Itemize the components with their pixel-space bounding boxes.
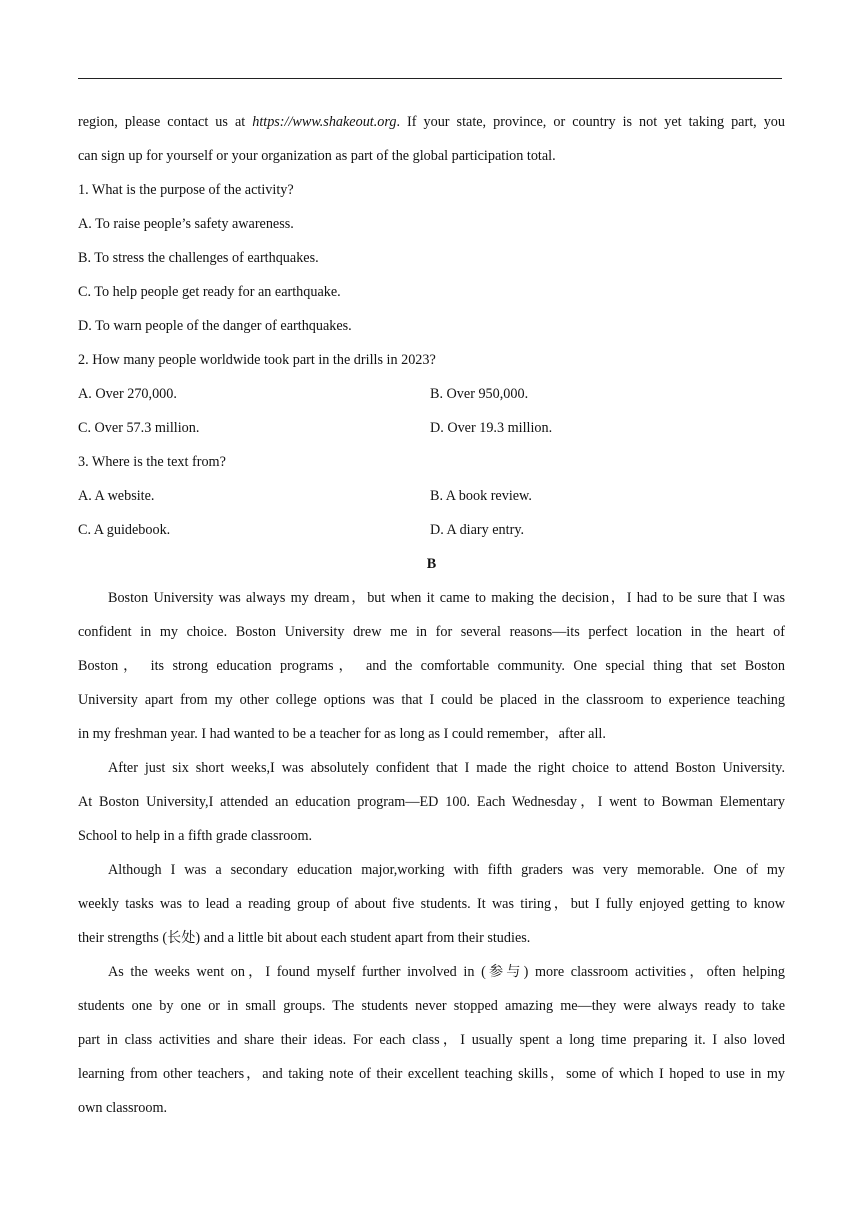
passage-a-text: . If your state, province, or country is not yet taking part, you [396,114,785,130]
paragraph-line: confident in my choice. Boston University drew me in for several reasons—its perfect location in the heart of [78,624,785,640]
section-b-heading: B [426,556,437,572]
section-b-paragraph-4 [78,955,785,1125]
question-2-option-b: B. Over 950,000. [430,386,529,402]
paragraph-line: weekly tasks was to lead a reading group of about five students. It was tiring，but I fully enjoyed getting to know [78,896,785,912]
paragraph-line: As the weeks went on，I found myself further involved in (参与) more classroom activities，often helping [108,964,785,980]
paragraph-line: Although I was a secondary education major,working with fifth graders was very memorable. One of my [108,862,785,878]
question-1-option-c: C. To help people get ready for an earthquake. [78,284,341,300]
section-b-paragraph-3 [78,853,785,955]
passage-a-line-2: can sign up for yourself or your organization as part of the global participation total. [78,148,556,164]
question-3-option-b: B. A book review. [430,488,532,504]
question-2-option-a: A. Over 270,000. [78,386,177,402]
paragraph-line: After just six short weeks,I was absolutely confident that I made the right choice to attend Boston University. [108,760,785,776]
paragraph-line: own classroom. [78,1100,168,1116]
question-3-options-row-2 [78,513,785,547]
question-1-option-b: B. To stress the challenges of earthquakes. [78,250,319,266]
question-2-options-row-1 [78,377,785,411]
question-3-option-a: A. A website. [78,488,155,504]
paragraph-line: University apart from my other college options was that I could be placed in the classroom to experience teaching [78,692,785,708]
question-1-option-a: A. To raise people’s safety awareness. [78,216,294,232]
passage-a-line-1 [78,105,785,139]
shakeout-url: https://www.shakeout.org [252,114,397,130]
document-body [78,105,785,1125]
paragraph-line: Boston University was always my dream，but when it came to making the decision，I had to be sure that I was [108,590,785,606]
paragraph-line: learning from other teachers，and taking note of their excellent teaching skills，some of which I hoped to use in my [78,1066,785,1082]
question-3-option-c: C. A guidebook. [78,522,171,538]
section-b-paragraph-1 [78,581,785,751]
question-2-options-row-2 [78,411,785,445]
passage-a-text: region, please contact us at [78,114,253,130]
paragraph-line: their strengths (长处) and a little bit about each student apart from their studies. [78,930,531,946]
question-2-option-d: D. Over 19.3 million. [430,420,553,436]
question-3-options-row-1 [78,479,785,513]
question-1-option-d: D. To warn people of the danger of earthquakes. [78,318,352,334]
paragraph-line: At Boston University,I attended an education program—ED 100. Each Wednesday，I went to Bowman Elementary [78,794,785,810]
question-3-option-d: D. A diary entry. [430,522,525,538]
question-3-stem: 3. Where is the text from? [78,454,226,470]
question-2-stem: 2. How many people worldwide took part in the drills in 2023? [78,352,436,368]
question-2-option-c: C. Over 57.3 million. [78,420,200,436]
header-rule [78,78,782,79]
paragraph-line: School to help in a fifth grade classroom. [78,828,313,844]
paragraph-line: in my freshman year. I had wanted to be a teacher for as long as I could remember，after all. [78,726,606,742]
paragraph-line: part in class activities and share their ideas. For each class，I usually spent a long time preparing it. I also loved [78,1032,785,1048]
section-b-paragraph-2 [78,751,785,853]
paragraph-line: Boston， its strong education programs， and the comfortable community. One special thing that set Boston [78,658,785,674]
question-1-stem: 1. What is the purpose of the activity? [78,182,294,198]
paragraph-line: students one by one or in small groups. The students never stopped amazing me—they were always ready to take [78,998,785,1014]
